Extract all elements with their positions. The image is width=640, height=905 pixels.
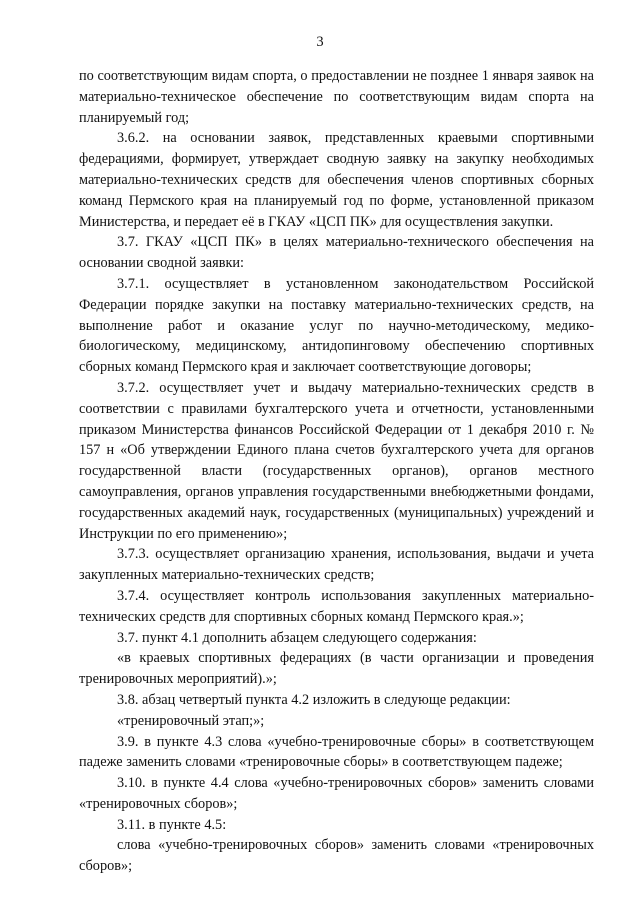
paragraph-3-10: 3.10. в пункте 4.4 слова «учебно-тренировочных сборов» заменить словами «тренировочных сборов»; <box>79 775 594 812</box>
paragraph-3-11: 3.11. в пункте 4.5: <box>117 816 227 833</box>
paragraph-3-6-2: 3.6.2. на основании заявок, представленных краевыми спортивными федерациями, формирует, утверждает сводную заявку на закупку необходимых материально-технических средств для обеспечения членов спортивных сборных команд Пермского края на планируемый год по форме, установленной приказом Министерства, и передает её в ГКАУ «ЦСП ПК» для осуществления закупки. <box>79 130 594 230</box>
paragraph-quote-training-stage: «тренировочный этап;»; <box>117 712 265 729</box>
paragraph-3-8: 3.8. абзац четвертый пункта 4.2 изложить в следующе редакции: <box>117 691 511 708</box>
paragraph-3-9: 3.9. в пункте 4.3 слова «учебно-тренировочные сборы» в соответствующем падеже заменить словами «тренировочные сборы» в соответствующем падеже; <box>79 733 594 771</box>
paragraph-3-7-4: 3.7.4. осуществляет контроль использования закупленных материально-технических средств для спортивных сборных команд Пермского края.»; <box>79 587 594 625</box>
paragraph-3-7-point-4-1: 3.7. пункт 4.1 дополнить абзацем следующего содержания: <box>117 629 477 646</box>
paragraph-3-7-1: 3.7.1. осуществляет в установленном законодательством Российской Федерации порядке закупки на поставку материально-технических средств, на выполнение работ и оказание услуг по научно-методическому, медико-биологическому, медицинскому, антидопинговому обеспечению спортивных сборных команд Пермского края и заключает соответствующие договоры; <box>79 275 594 376</box>
paragraph-3-7-3: 3.7.3. осуществляет организацию хранения, использования, выдачи и учета закупленных материально-технических средств; <box>79 546 594 584</box>
document-body <box>79 66 594 877</box>
paragraph-3-7: 3.7. ГКАУ «ЦСП ПК» в целях материально-технического обеспечения на основании сводной заявки: <box>79 234 594 272</box>
paragraph-3-11-words: слова «учебно-тренировочных сборов» заменить словами «тренировочных сборов»; <box>79 837 594 875</box>
page-number: 3 <box>316 34 324 50</box>
paragraph-quote-federations: «в краевых спортивных федерациях (в части организации и проведения тренировочных мероприятий).»; <box>79 650 594 688</box>
paragraph-3-6-1-continuation: по соответствующим видам спорта, о предоставлении не позднее 1 января заявок на материально-техническое обеспечение по соответствующим видам спорта на планируемый год; <box>79 68 594 126</box>
paragraph-3-7-2: 3.7.2. осуществляет учет и выдачу материально-технических средств в соответствии с правилами бухгалтерского учета и отчетности, установленными приказом Министерства финансов Российской Федерации от 1 декабря 2010 г. № 157 н «Об утверждении Единого плана счетов бухгалтерского учета для органов государственной власти (государственных органов), органов местного самоуправления, органов управления государственными внебюджетными фондами, государственных академий наук, государственных (муниципальных) учреждений и Инструкции по его применению»; <box>79 379 594 542</box>
